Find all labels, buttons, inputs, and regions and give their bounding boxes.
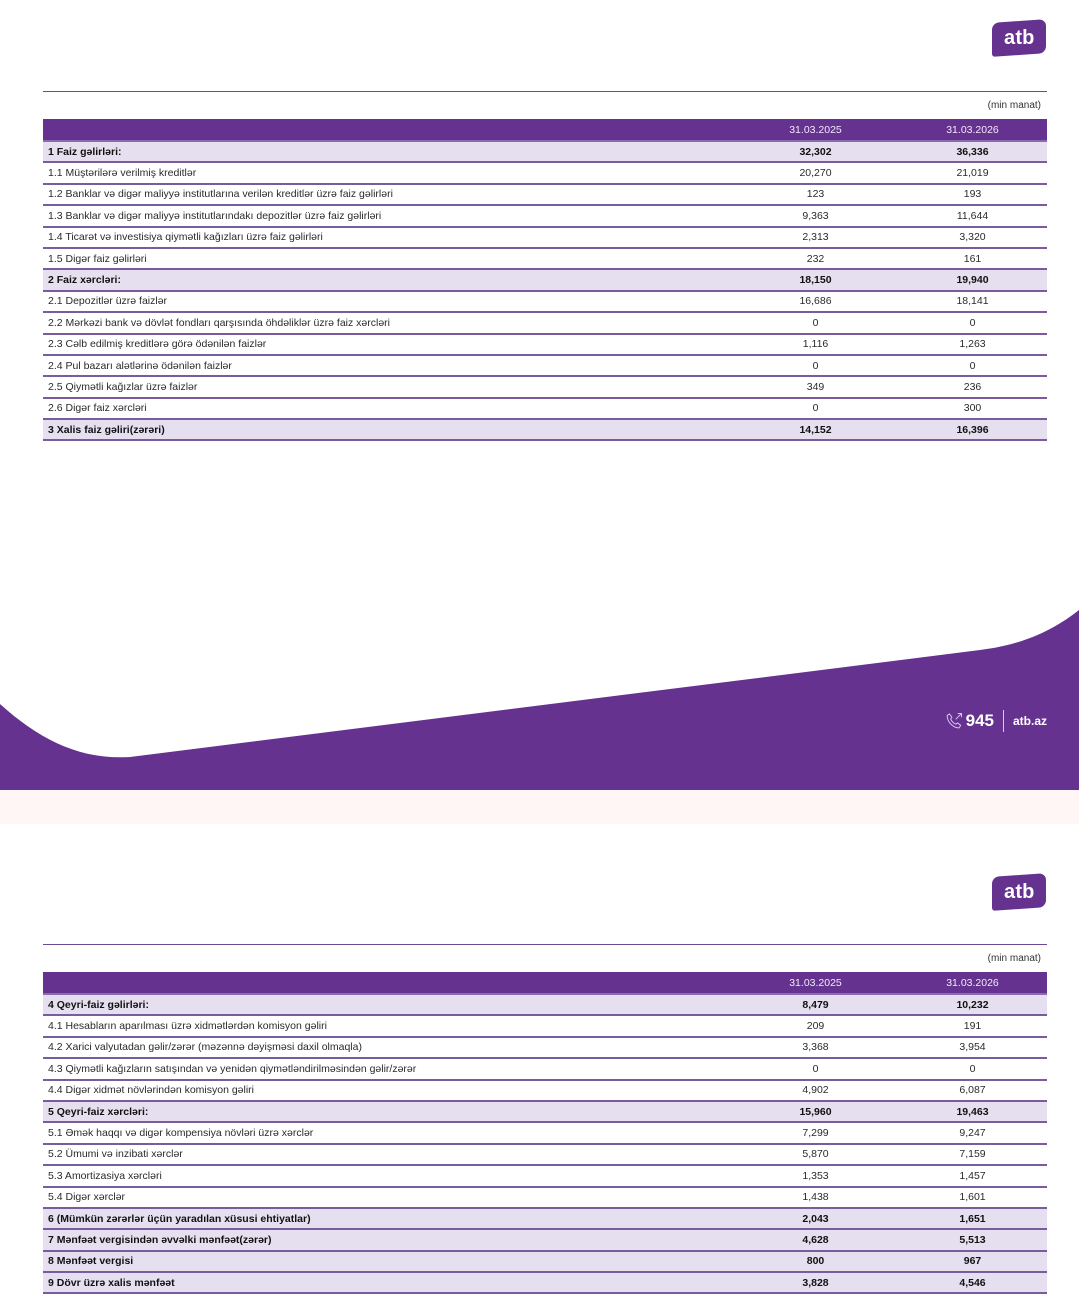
value-2025: 9,363 [733,205,898,226]
non-interest-table [43,972,1047,1294]
value-2025: 14,152 [733,419,898,440]
footer-separator [1003,710,1004,732]
row-label: 8 Mənfəət vergisi [43,1251,733,1272]
table-row [43,1015,1047,1036]
value-2026: 1,651 [898,1208,1047,1229]
value-2025: 1,116 [733,334,898,355]
row-label: 1 Faiz gəlirləri: [43,141,733,162]
table-row-total [43,1208,1047,1229]
table-row-total [43,1272,1047,1293]
value-2026: 19,463 [898,1101,1047,1122]
table-row-total [43,269,1047,290]
header-label [43,972,733,994]
value-2025: 2,043 [733,1208,898,1229]
table-row [43,227,1047,248]
row-label: 1.2 Banklar və digər maliyyə institutlarına verilən kreditlər üzrə faiz gəlirləri [43,184,733,205]
value-2026: 7,159 [898,1144,1047,1165]
value-2026: 10,232 [898,994,1047,1015]
value-2026: 191 [898,1015,1047,1036]
value-2026: 5,513 [898,1229,1047,1250]
table-row-total [43,419,1047,440]
divider [43,91,1047,92]
unit-label: (min manat) [987,953,1041,964]
value-2025: 0 [733,398,898,419]
value-2026: 6,087 [898,1080,1047,1101]
table-row-total [43,1229,1047,1250]
value-2025: 232 [733,248,898,269]
table-row-total [43,1101,1047,1122]
row-label: 5 Qeyri-faiz xərcləri: [43,1101,733,1122]
website-link[interactable]: atb.az [1012,714,1047,728]
table-row-total [43,141,1047,162]
row-label: 1.3 Banklar və digər maliyyə institutlarındakı depozitlər üzrə faiz gəlirləri [43,205,733,226]
logo-text: atb [1003,26,1035,49]
footer-contact [944,710,1047,732]
value-2025: 4,628 [733,1229,898,1250]
value-2026: 967 [898,1251,1047,1272]
row-label: 2.1 Depozitlər üzrə faizlər [43,291,733,312]
table-row-total [43,994,1047,1015]
value-2025: 123 [733,184,898,205]
row-label: 4.3 Qiymətli kağızların satışından və yenidən qiymətləndirilməsindən gəlir/zərər [43,1058,733,1079]
header-2025: 31.03.2025 [733,972,898,994]
row-label: 4.1 Hesabların aparılması üzrə xidmətlərdən komisyon gəliri [43,1015,733,1036]
phone-outgoing-icon [944,711,964,731]
row-label: 9 Dövr üzrə xalis mənfəət [43,1272,733,1293]
table-row [43,1037,1047,1058]
header-2026: 31.03.2026 [898,119,1047,141]
table-row [43,162,1047,183]
value-2026: 19,940 [898,269,1047,290]
row-label: 4.2 Xarici valyutadan gəlir/zərər (məzənnə dəyişməsi daxil olmaqla) [43,1037,733,1058]
table-row [43,1187,1047,1208]
table-row [43,376,1047,397]
value-2026: 9,247 [898,1122,1047,1143]
table-row [43,291,1047,312]
table-body [43,141,1047,440]
value-2025: 2,313 [733,227,898,248]
value-2025: 7,299 [733,1122,898,1143]
value-2026: 193 [898,184,1047,205]
table-row [43,355,1047,376]
table-row [43,1080,1047,1101]
value-2026: 1,263 [898,334,1047,355]
value-2026: 3,320 [898,227,1047,248]
value-2025: 3,368 [733,1037,898,1058]
value-2026: 4,546 [898,1272,1047,1293]
table-row [43,1165,1047,1186]
value-2026: 0 [898,312,1047,333]
value-2026: 16,396 [898,419,1047,440]
row-label: 1.1 Müştərilərə verilmiş kreditlər [43,162,733,183]
footer-wave-shape [0,600,1079,790]
row-label: 1.4 Ticarət və investisiya qiymətli kağızları üzrə faiz gəlirləri [43,227,733,248]
table-row [43,398,1047,419]
row-label: 2.3 Cəlb edilmiş kreditlərə görə ödənilən faizlər [43,334,733,355]
value-2025: 18,150 [733,269,898,290]
row-label: 4.4 Digər xidmət növlərindən komisyon gəliri [43,1080,733,1101]
value-2025: 4,902 [733,1080,898,1101]
value-2026: 161 [898,248,1047,269]
table-header-row [43,972,1047,994]
value-2025: 349 [733,376,898,397]
row-label: 4 Qeyri-faiz gəlirləri: [43,994,733,1015]
value-2026: 236 [898,376,1047,397]
table-row [43,1122,1047,1143]
page-gap [0,790,1079,824]
logo-text: atb [1003,880,1035,903]
value-2025: 8,479 [733,994,898,1015]
value-2026: 0 [898,1058,1047,1079]
header-2026: 31.03.2026 [898,972,1047,994]
value-2026: 1,601 [898,1187,1047,1208]
value-2026: 300 [898,398,1047,419]
row-label: 3 Xalis faiz gəliri(zərəri) [43,419,733,440]
row-label: 5.4 Digər xərclər [43,1187,733,1208]
value-2025: 20,270 [733,162,898,183]
value-2026: 0 [898,355,1047,376]
atb-logo [992,873,1046,911]
value-2025: 1,353 [733,1165,898,1186]
row-label: 2.4 Pul bazarı alətlərinə ödənilən faizlər [43,355,733,376]
report-page-2 [0,824,1079,1297]
phone-number[interactable]: 945 [965,711,994,730]
table-row-total [43,1251,1047,1272]
header-2025: 31.03.2025 [733,119,898,141]
row-label: 2 Faiz xərcləri: [43,269,733,290]
row-label: 1.5 Digər faiz gəlirləri [43,248,733,269]
table-row [43,1144,1047,1165]
value-2026: 3,954 [898,1037,1047,1058]
value-2025: 5,870 [733,1144,898,1165]
value-2025: 800 [733,1251,898,1272]
value-2026: 21,019 [898,162,1047,183]
interest-income-table [43,119,1047,441]
value-2025: 209 [733,1015,898,1036]
table-row [43,1058,1047,1079]
row-label: 2.5 Qiymətli kağızlar üzrə faizlər [43,376,733,397]
table-row [43,184,1047,205]
value-2025: 3,828 [733,1272,898,1293]
value-2025: 0 [733,355,898,376]
table-header-row [43,119,1047,141]
value-2026: 11,644 [898,205,1047,226]
value-2026: 36,336 [898,141,1047,162]
row-label: 2.6 Digər faiz xərcləri [43,398,733,419]
unit-label: (min manat) [987,100,1041,111]
row-label: 5.3 Amortizasiya xərcləri [43,1165,733,1186]
divider [43,944,1047,945]
value-2025: 1,438 [733,1187,898,1208]
row-label: 2.2 Mərkəzi bank və dövlət fondları qarşısında öhdəliklər üzrə faiz xərcləri [43,312,733,333]
row-label: 5.1 Əmək haqqı və digər kompensiya növləri üzrə xərclər [43,1122,733,1143]
value-2025: 16,686 [733,291,898,312]
row-label: 6 (Mümkün zərərlər üçün yaradılan xüsusi ehtiyatlar) [43,1208,733,1229]
row-label: 5.2 Ümumi və inzibati xərclər [43,1144,733,1165]
table-row [43,248,1047,269]
value-2026: 18,141 [898,291,1047,312]
value-2025: 15,960 [733,1101,898,1122]
atb-logo [992,19,1046,57]
value-2025: 0 [733,312,898,333]
header-label [43,119,733,141]
table-body [43,994,1047,1293]
row-label: 7 Mənfəət vergisindən əvvəlki mənfəət(zərər) [43,1229,733,1250]
value-2025: 32,302 [733,141,898,162]
table-row [43,312,1047,333]
table-row [43,205,1047,226]
table-row [43,334,1047,355]
value-2026: 1,457 [898,1165,1047,1186]
value-2025: 0 [733,1058,898,1079]
